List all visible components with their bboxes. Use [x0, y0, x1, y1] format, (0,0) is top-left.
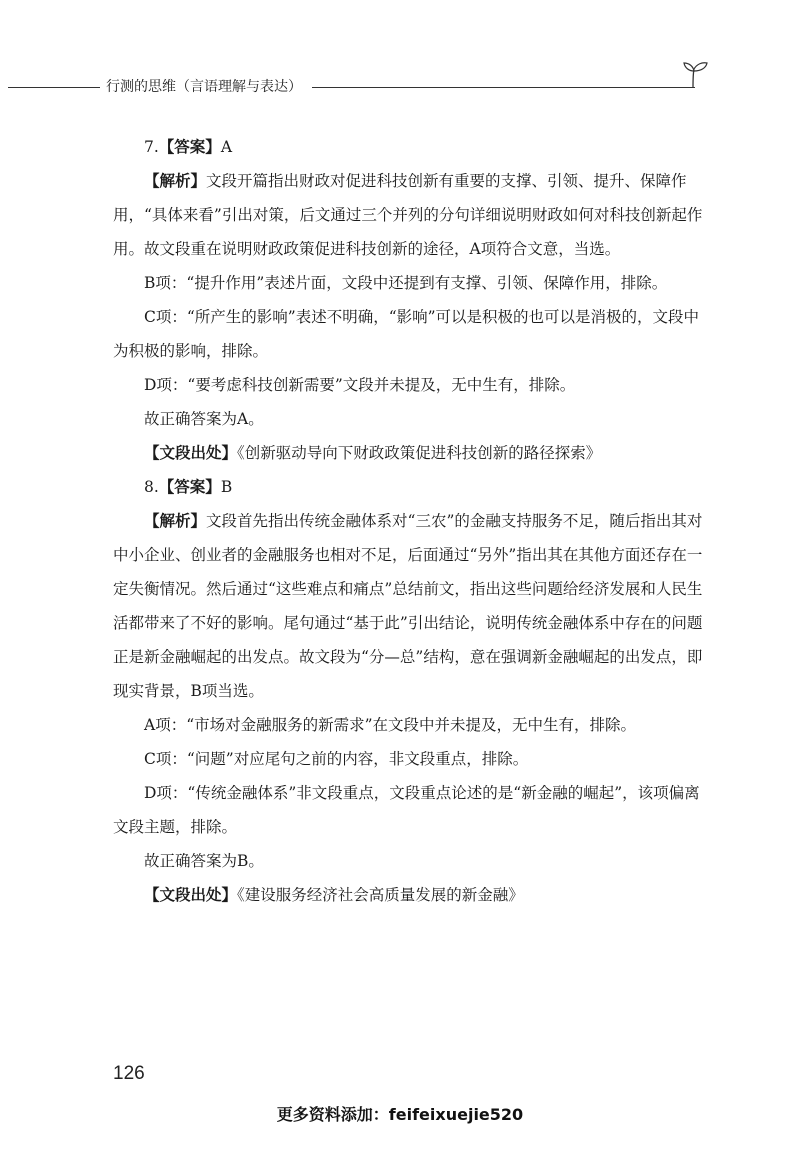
q8-analysis-label: 【解析】 [144, 512, 207, 530]
header-rule-left [8, 87, 100, 88]
q8-option-d: D项：“传统金融体系”非文段重点，文段重点论述的是“新金融的崛起”，该项偏离文段主题，排除。 [113, 784, 700, 836]
q8-answer: B [220, 478, 233, 496]
q8-number: 8. [144, 478, 159, 496]
q8-option-a: A项：“市场对金融服务的新需求”在文段中并未提及，无中生有，排除。 [144, 716, 637, 734]
q8-option-c: C项：“问题”对应尾句之前的内容，非文段重点，排除。 [144, 750, 529, 768]
q8-source-label: 【文段出处】 [144, 886, 238, 904]
q8-answer-label: 【答案】 [158, 478, 221, 496]
q8-analysis [113, 504, 713, 708]
q8-answer-line [113, 470, 713, 504]
q7-option-b: B项：“提升作用”表述片面，文段中还提到有支撑、引领、保障作用，排除。 [144, 274, 668, 292]
q7-answer-label: 【答案】 [158, 138, 221, 156]
q7-number: 7. [144, 138, 159, 156]
q7-analysis-label: 【解析】 [144, 172, 207, 190]
q8-source-title: 《建设服务经济社会高质量发展的新金融》 [237, 886, 524, 904]
q8-conclusion: 故正确答案为B。 [144, 852, 264, 870]
footer-note: 更多资料添加：feifeixuejie520 [276, 1105, 524, 1124]
q7-option-d: D项：“要考虑科技创新需要”文段并未提及，无中生有，排除。 [144, 376, 576, 394]
q7-analysis [113, 164, 713, 266]
page-content [113, 130, 713, 912]
page-number: 126 [113, 1063, 145, 1084]
q7-source-title: 《创新驱动导向下财政政策促进科技创新的路径探索》 [237, 444, 602, 462]
header-title: 行测的思维（言语理解与表达） [106, 79, 302, 95]
q8-source [113, 878, 713, 912]
header-rule-right [312, 87, 695, 88]
q7-answer: A [220, 138, 233, 156]
q7-source [113, 436, 713, 470]
q7-conclusion: 故正确答案为A。 [144, 410, 264, 428]
sprout-icon [676, 60, 710, 90]
running-header [0, 58, 800, 108]
q7-source-label: 【文段出处】 [144, 444, 238, 462]
q7-option-c: C项：“所产生的影响”表述不明确，“影响”可以是积极的也可以是消极的，文段中为积极的影响，排除。 [113, 308, 700, 360]
q7-analysis-text: 文段开篇指出财政对促进科技创新有重要的支撑、引领、提升、保障作用，“具体来看”引出对策，后文通过三个并列的分句详细说明财政如何对科技创新起作用。故文段重在说明财政政策促进科技创新的途径，A项符合文意，当选。 [113, 172, 703, 258]
q8-analysis-text: 文段首先指出传统金融体系对“三农”的金融支持服务不足，随后指出其对中小企业、创业者的金融服务也相对不足，后面通过“另外”指出其在其他方面还存在一定失衡情况。然后通过“这些难点和痛点”总结前文，指出这些问题给经济发展和人民生活都带来了不好的影响。尾句通过“基于此”引出结论，说明传统金融体系中存在的问题正是新金融崛起的出发点。故文段为“分—总”结构，意在强调新金融崛起的出发点，即现实背景，B项当选。 [113, 512, 703, 700]
q7-answer-line [113, 130, 713, 164]
